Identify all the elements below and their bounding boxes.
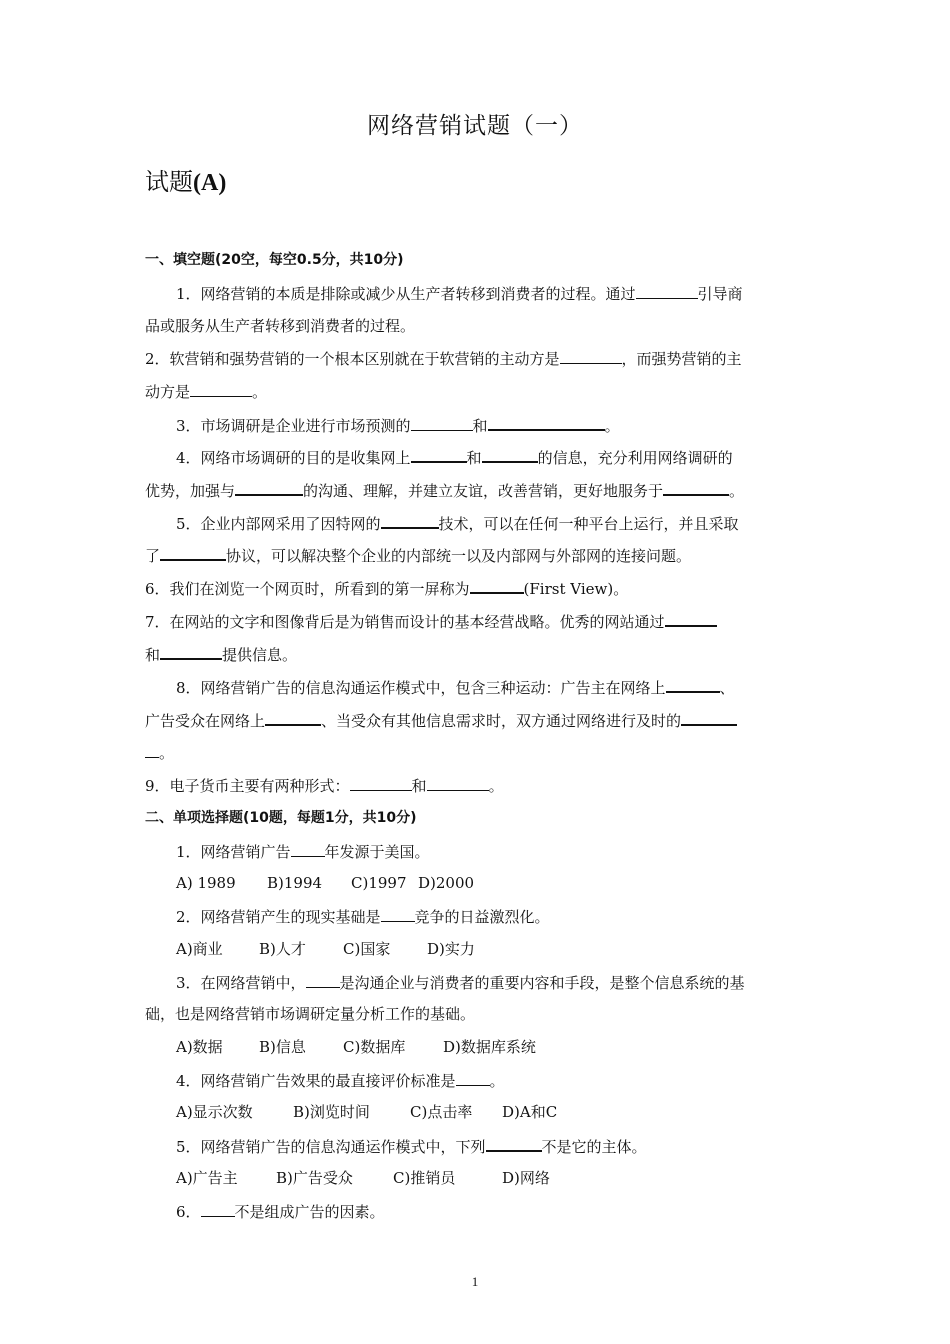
s1-q5-text-a: 5．企业内部网采用了因特网的 bbox=[176, 515, 381, 533]
s1-q8-text-c: 广告受众在网络上 bbox=[145, 712, 266, 730]
s1-q2-text-c: 动方是 bbox=[145, 383, 191, 401]
blank bbox=[350, 775, 412, 791]
s1-q9-text-a: 9．电子货币主要有两种形式： bbox=[145, 777, 350, 795]
s1-q4-text-f: 。 bbox=[729, 482, 745, 500]
option: A)商业 bbox=[176, 940, 223, 958]
s2-q2 bbox=[176, 906, 810, 927]
s1-q2-text-d: 。 bbox=[252, 383, 268, 401]
s1-q4-text-d: 优势，加强与 bbox=[145, 482, 236, 500]
s1-q7-text-c: 提供信息。 bbox=[222, 646, 298, 664]
blank bbox=[488, 414, 605, 431]
option: A)广告主 bbox=[176, 1169, 238, 1187]
subtitle-prefix: 试题 bbox=[145, 168, 193, 196]
s1-q2-text-b: ，而强势营销的主 bbox=[621, 350, 742, 368]
s1-q6-text-a: 6．我们在浏览一个网页时，所看到的第一屏称为 bbox=[145, 580, 470, 598]
s1-q8-text-b: 、 bbox=[719, 679, 735, 697]
s2-q4-text-b: 。 bbox=[489, 1072, 505, 1090]
s1-q4-line1 bbox=[176, 446, 810, 468]
s1-q9-text-c: 。 bbox=[488, 777, 504, 795]
option: B)浏览时间 bbox=[293, 1103, 370, 1121]
s1-q1-text-a: 1．网络营销的本质是排除或减少从生产者转移到消费者的过程。通过 bbox=[176, 285, 636, 303]
s1-q7-text-b: 和 bbox=[145, 646, 161, 664]
s1-q7-line1 bbox=[145, 610, 810, 632]
s2-q3-text-b: 是沟通企业与消费者的重要内容和手段，是整个信息系统的基 bbox=[339, 974, 745, 992]
s1-q8-line2 bbox=[145, 709, 810, 731]
blank bbox=[381, 512, 439, 529]
s1-q4-text-e: 的沟通、理解，并建立友谊，改善营销，更好地服务于 bbox=[303, 482, 664, 500]
blank bbox=[160, 643, 222, 660]
option: D)网络 bbox=[502, 1169, 550, 1187]
s2-q5-text-b: 不是它的主体。 bbox=[541, 1138, 647, 1156]
blank bbox=[160, 544, 226, 561]
blank bbox=[306, 972, 340, 988]
s1-q1-line1 bbox=[176, 283, 810, 304]
blank bbox=[636, 283, 698, 299]
blank bbox=[666, 676, 720, 693]
blank bbox=[145, 742, 159, 758]
page-number: 1 bbox=[471, 1274, 479, 1289]
s1-q9 bbox=[145, 775, 810, 796]
s1-q1-text-b: 引导商 bbox=[697, 285, 743, 303]
s2-q5-text-a: 5．网络营销广告的信息沟通运作模式中，下列 bbox=[176, 1138, 486, 1156]
s1-q5-text-b: 技术，可以在任何一种平台上运行，并且采取 bbox=[438, 515, 739, 533]
s2-q2-text-a: 2．网络营销产生的现实基础是 bbox=[176, 908, 381, 926]
blank bbox=[265, 709, 321, 726]
s1-q3-text-c: 。 bbox=[604, 417, 620, 435]
s2-q6-text-b: 不是组成广告的因素。 bbox=[234, 1203, 385, 1221]
option: B)信息 bbox=[259, 1038, 306, 1056]
s1-q4-text-c: 的信息，充分利用网络调研的 bbox=[537, 449, 733, 467]
s2-q6-text-a: 6． bbox=[176, 1203, 201, 1221]
s1-q5-text-d: 协议，可以解决整个企业的内部统一以及内部网与外部网的连接问题。 bbox=[226, 547, 692, 565]
s1-q8-line1 bbox=[176, 676, 810, 698]
s1-q8-line3 bbox=[145, 742, 810, 763]
option: B)广告受众 bbox=[276, 1169, 353, 1187]
s2-q3-line2: 础，也是网络营销市场调研定量分析工作的基础。 bbox=[145, 1005, 476, 1023]
s2-q3-options bbox=[176, 1037, 810, 1057]
s2-q4 bbox=[176, 1070, 810, 1091]
blank bbox=[681, 709, 737, 726]
s1-q2-line1 bbox=[145, 348, 810, 369]
s2-q1-options bbox=[176, 873, 810, 893]
s1-q3 bbox=[176, 414, 810, 436]
blank bbox=[456, 1070, 490, 1086]
s1-q9-text-b: 和 bbox=[411, 777, 427, 795]
blank bbox=[291, 841, 325, 857]
blank bbox=[560, 348, 622, 364]
section1-heading: 一、填空题(20空，每空0.5分，共10分) bbox=[145, 252, 404, 268]
blank bbox=[663, 479, 729, 496]
s2-q4-text-a: 4．网络营销广告效果的最直接评价标准是 bbox=[176, 1072, 456, 1090]
s1-q7-text-a: 7．在网站的文字和图像背后是为销售而设计的基本经营战略。优秀的网站通过 bbox=[145, 613, 665, 631]
blank bbox=[482, 446, 538, 463]
s1-q2-line2 bbox=[145, 381, 810, 402]
blank bbox=[665, 610, 717, 627]
s2-q1-text-b: 年发源于美国。 bbox=[324, 843, 430, 861]
document-subtitle bbox=[145, 162, 226, 197]
blank bbox=[486, 1135, 542, 1152]
blank bbox=[190, 381, 252, 397]
option: D)实力 bbox=[427, 940, 475, 958]
blank bbox=[235, 479, 303, 496]
blank bbox=[470, 577, 524, 594]
s1-q5-line2 bbox=[145, 544, 810, 566]
option: D)A和C bbox=[502, 1103, 558, 1121]
option: D)2000 bbox=[418, 874, 475, 892]
s1-q8-text-d: 、当受众有其他信息需求时，双方通过网络进行及时的 bbox=[321, 712, 682, 730]
s1-q2-text-a: 2．软营销和强势营销的一个根本区别就在于软营销的主动方是 bbox=[145, 350, 560, 368]
s1-q7-line2 bbox=[145, 643, 810, 665]
s2-q5-options bbox=[176, 1168, 810, 1188]
section2-heading: 二、单项选择题(10题，每题1分，共10分) bbox=[145, 810, 417, 826]
s1-q8-text-a: 8．网络营销广告的信息沟通运作模式中，包含三种运动：广告主在网络上 bbox=[176, 679, 666, 697]
s2-q3-line1 bbox=[176, 972, 810, 993]
s1-q4-line2 bbox=[145, 479, 810, 501]
s2-q3-text-a: 3．在网络营销中， bbox=[176, 974, 306, 992]
s2-q4-options bbox=[176, 1102, 810, 1122]
option: A)显示次数 bbox=[176, 1103, 253, 1121]
option: C)点击率 bbox=[410, 1103, 473, 1121]
option: A) 1989 bbox=[176, 874, 236, 892]
blank bbox=[427, 775, 489, 791]
blank bbox=[411, 415, 473, 431]
option: C)1997 bbox=[351, 874, 407, 892]
s1-q8-text-e: 。 bbox=[159, 744, 175, 762]
s1-q3-text-b: 和 bbox=[472, 417, 488, 435]
option: C)推销员 bbox=[393, 1169, 456, 1187]
s1-q5-line1 bbox=[176, 512, 810, 534]
s1-q1-line2: 品或服务从生产者转移到消费者的过程。 bbox=[145, 317, 416, 335]
option: A)数据 bbox=[176, 1038, 223, 1056]
subtitle-suffix: (A) bbox=[193, 170, 227, 196]
blank bbox=[201, 1201, 235, 1217]
blank bbox=[381, 906, 415, 922]
option: B)人才 bbox=[259, 940, 306, 958]
document-title: 网络营销试题（一） bbox=[367, 113, 583, 139]
s1-q5-text-c: 了 bbox=[145, 547, 161, 565]
option: C)数据库 bbox=[343, 1038, 406, 1056]
option: B)1994 bbox=[267, 874, 323, 892]
s1-q4-text-a: 4．网络市场调研的目的是收集网上 bbox=[176, 449, 411, 467]
s1-q4-text-b: 和 bbox=[466, 449, 482, 467]
s2-q1 bbox=[176, 841, 810, 862]
s1-q6-text-b: (First View)。 bbox=[523, 580, 629, 598]
s1-q6 bbox=[145, 577, 810, 599]
option: D)数据库系统 bbox=[443, 1038, 536, 1056]
option: C)国家 bbox=[343, 940, 391, 958]
s2-q2-options bbox=[176, 939, 810, 959]
s1-q3-text-a: 3．市场调研是企业进行市场预测的 bbox=[176, 417, 411, 435]
s2-q6 bbox=[176, 1201, 810, 1222]
s2-q1-text-a: 1．网络营销广告 bbox=[176, 843, 291, 861]
s2-q2-text-b: 竞争的日益激烈化。 bbox=[414, 908, 550, 926]
blank bbox=[411, 446, 467, 463]
s2-q5 bbox=[176, 1135, 810, 1157]
